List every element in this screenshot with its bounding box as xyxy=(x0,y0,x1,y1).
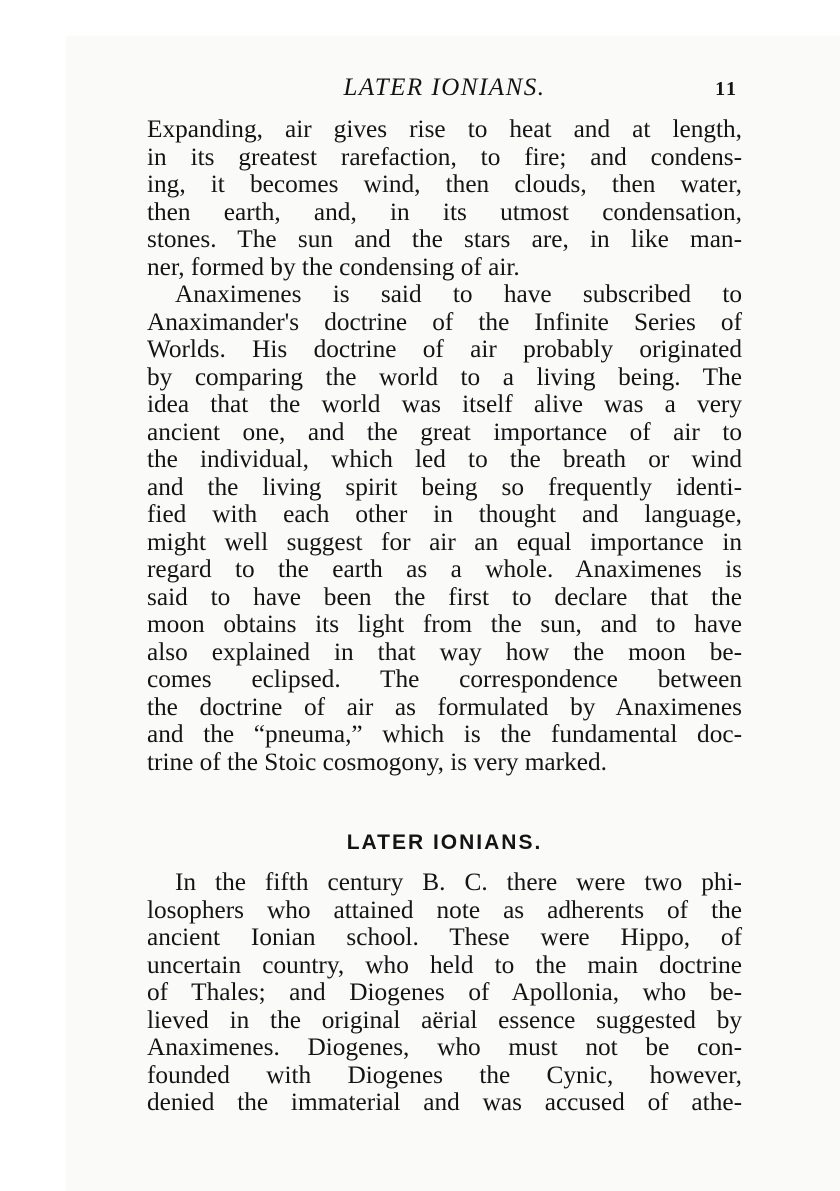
text-line: uncertain country, who held to the main doctrine xyxy=(147,950,742,979)
text-line: in its greatest rarefaction, to fire; and condens- xyxy=(147,142,742,171)
text-line: moon obtains its light from the sun, and to have xyxy=(147,610,742,638)
text-line: Anaximenes is said to have subscribed to xyxy=(175,280,742,308)
text-line: ing, it becomes wind, then clouds, then water, xyxy=(147,170,742,198)
text-line: regard to the earth as a whole. Anaximenes is xyxy=(147,555,742,583)
text-line: and the “pneuma,” which is the fundamental doc- xyxy=(147,720,742,748)
text-line: denied the immaterial and was accused of athe- xyxy=(147,1088,742,1116)
running-title: LATER IONIANS. xyxy=(343,74,546,101)
text-line: comes eclipsed. The correspondence between xyxy=(147,665,742,693)
text-line: of Thales; and Diogenes of Apollonia, who be- xyxy=(147,978,742,1006)
paragraph xyxy=(147,281,742,776)
text-line: said to have been the first to declare that the xyxy=(147,582,742,611)
text-line: trine of the Stoic cosmogony, is very marked. xyxy=(147,747,607,776)
text-line: founded with Diogenes the Cynic, however, xyxy=(147,1060,742,1089)
body-text-top xyxy=(147,116,742,776)
text-line: ner, formed by the condensing of air. xyxy=(147,252,520,281)
text-line: might well suggest for air an equal importance in xyxy=(147,527,742,556)
text-line: Anaximenes. Diogenes, who must not be con- xyxy=(147,1033,742,1061)
text-line: Anaximander's doctrine of the Infinite Series of xyxy=(147,307,742,336)
body-text-bottom xyxy=(147,869,742,1117)
paragraph xyxy=(147,116,742,281)
text-line: losophers who attained note as adherents of the xyxy=(147,895,742,924)
text-line: lieved in the original aërial essence suggested by xyxy=(147,1005,742,1034)
text-line: idea that the world was itself alive was a very xyxy=(147,390,742,418)
text-line: the doctrine of air as formulated by Anaximenes xyxy=(147,692,742,721)
section-heading: LATER IONIANS. xyxy=(346,831,543,854)
text-line: ancient Ionian school. These were Hippo, of xyxy=(147,923,742,951)
text-line: Worlds. His doctrine of air probably originated xyxy=(147,335,742,363)
text-line: Expanding, air gives rise to heat and at length, xyxy=(147,115,742,143)
text-line: In the fifth century B. C. there were two phi- xyxy=(175,868,742,896)
text-line: ancient one, and the great importance of air to xyxy=(147,417,742,446)
text-line: stones. The sun and the stars are, in like man- xyxy=(147,225,742,253)
paragraph xyxy=(147,869,742,1117)
running-header xyxy=(147,71,742,105)
text-line: the individual, which led to the breath or wind xyxy=(147,445,742,473)
text-line: fied with each other in thought and language, xyxy=(147,500,742,528)
text-line: by comparing the world to a living being. The xyxy=(147,362,742,391)
text-line: and the living spirit being so frequently identi- xyxy=(147,472,742,501)
text-line: also explained in that way how the moon be- xyxy=(147,637,742,666)
text-line: then earth, and, in its utmost condensation, xyxy=(147,197,742,226)
page-number: 11 xyxy=(715,78,738,100)
